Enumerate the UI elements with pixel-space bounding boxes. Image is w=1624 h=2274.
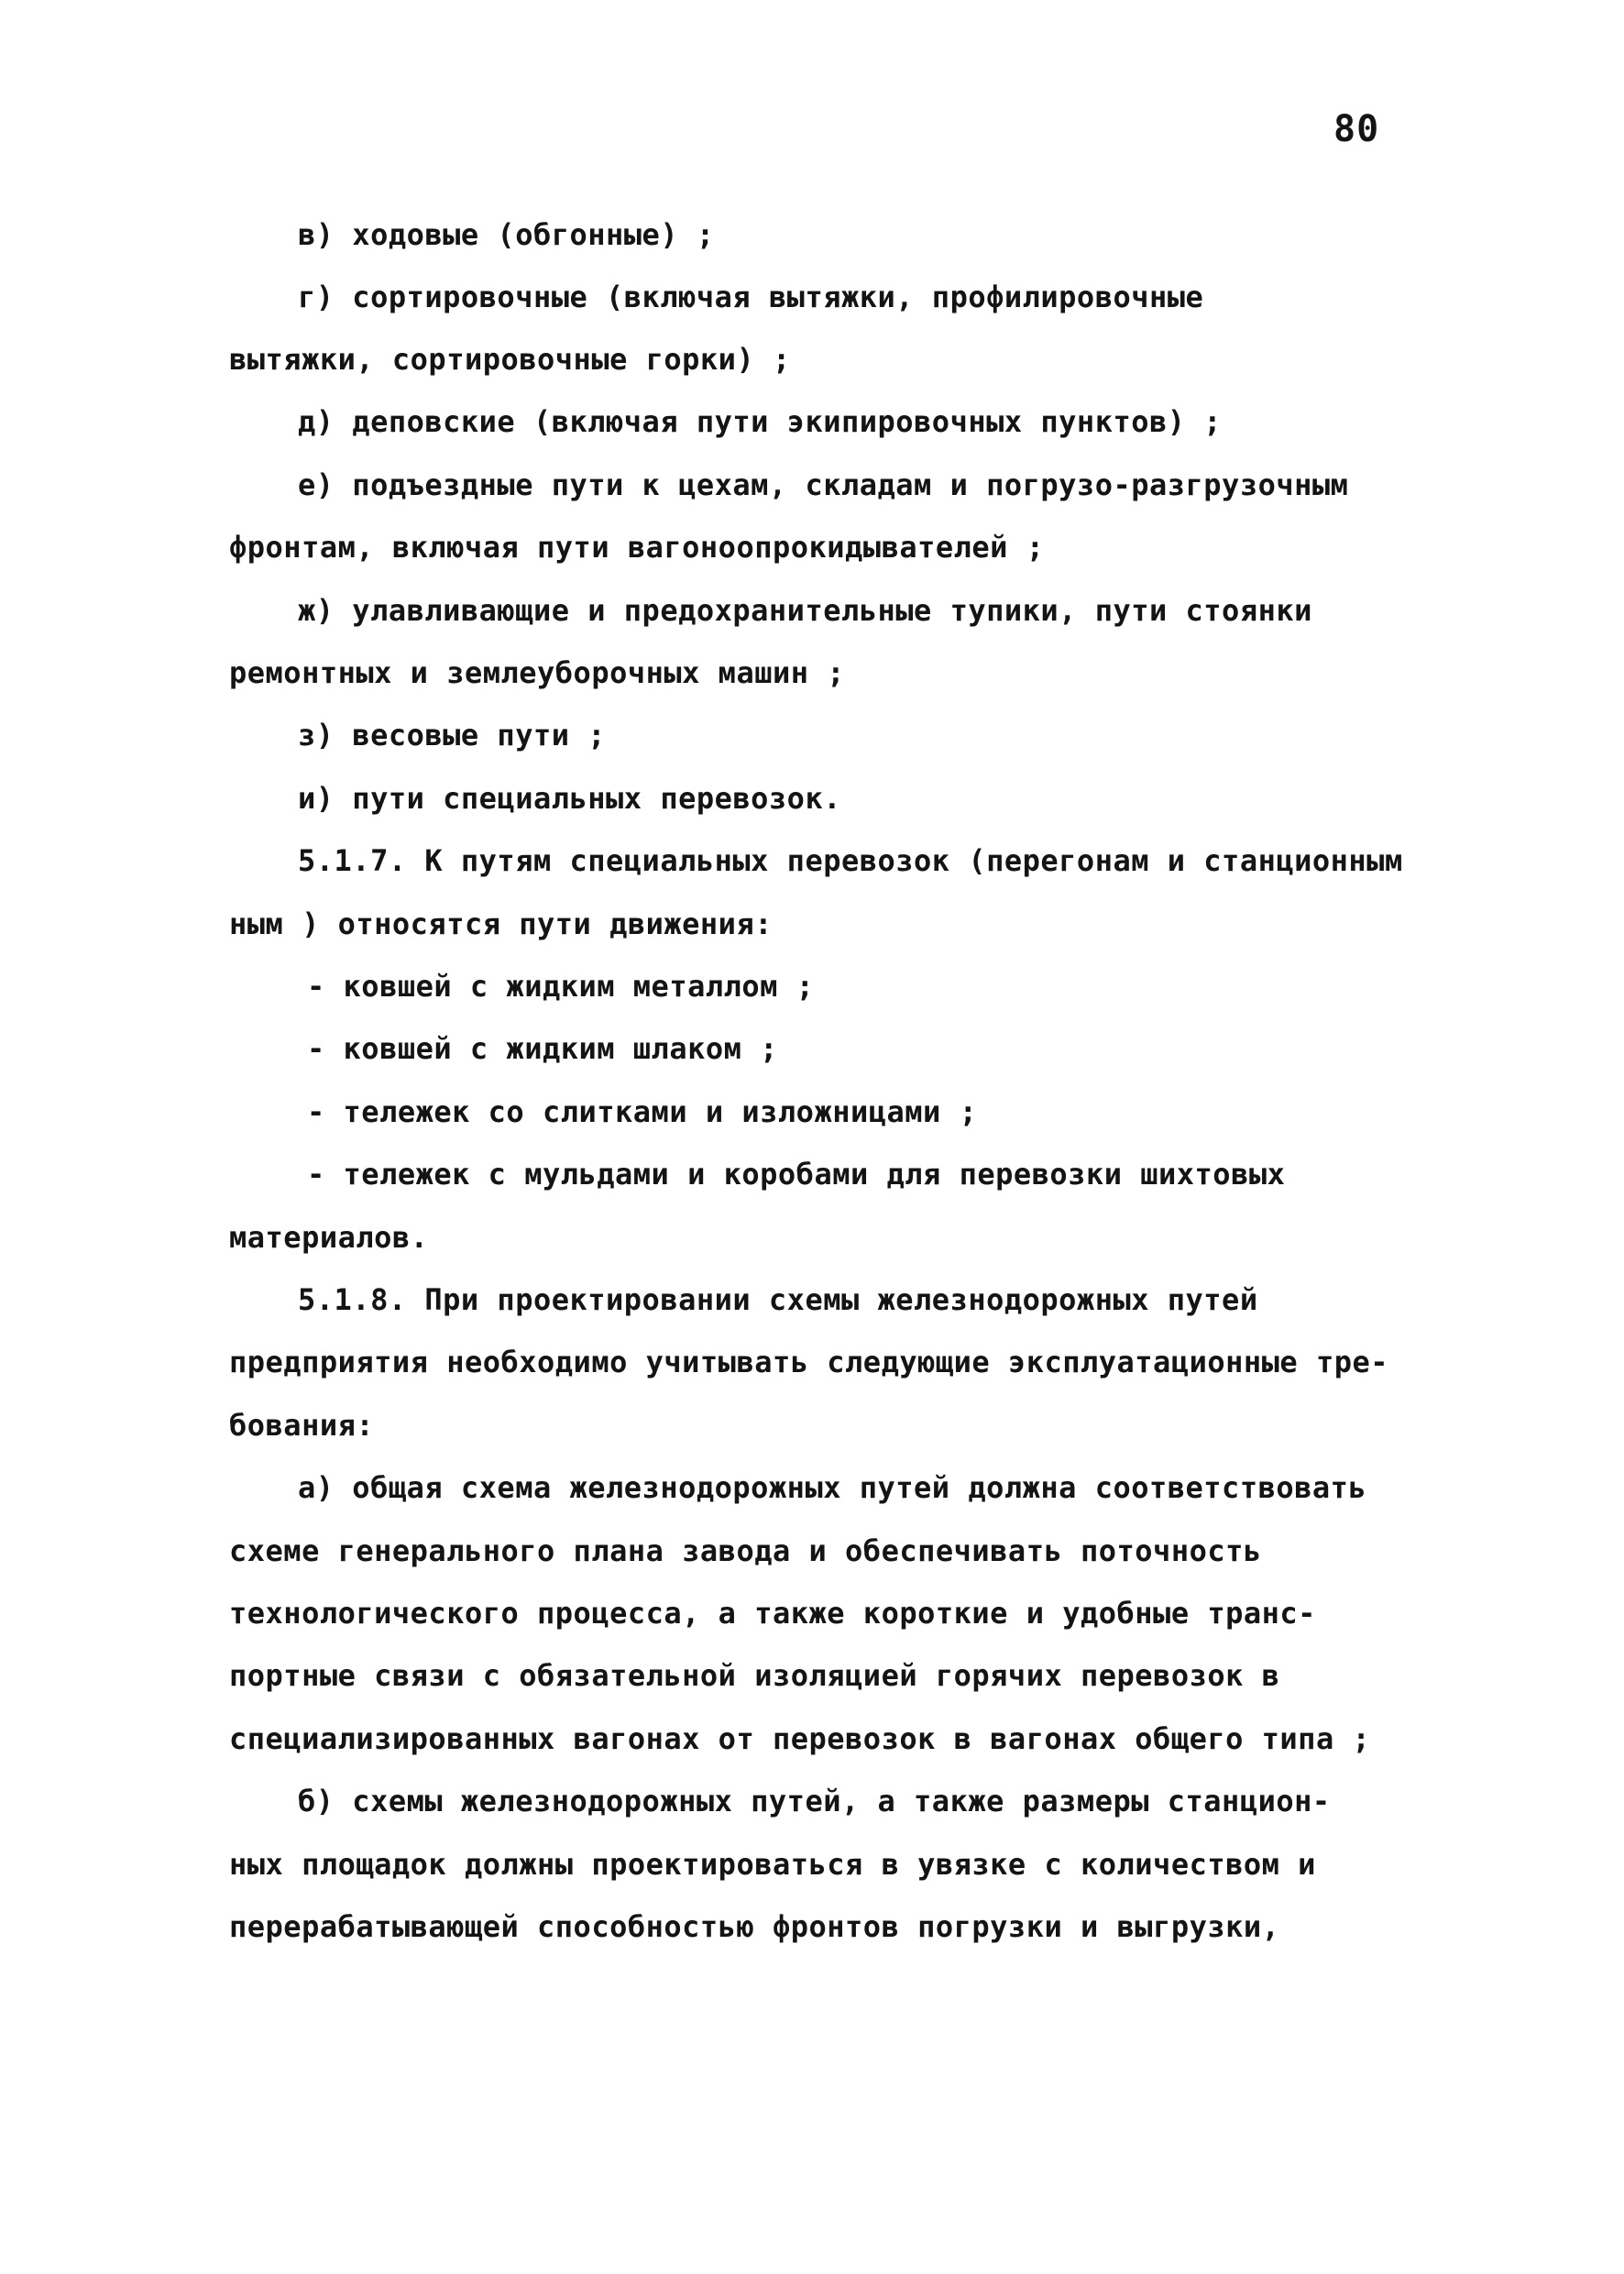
text-line-22: схеме генерального плана завода и обеспечивать поточность	[229, 1533, 1262, 1568]
text-line-7: ж) улавливающие и предохранительные тупики, пути стоянки	[298, 593, 1312, 628]
text-line-12: ным ) относятся пути движения:	[229, 906, 773, 941]
text-line-26: б) схемы железнодорожных путей, а также размеры станцион-	[298, 1784, 1331, 1818]
text-line-8: ремонтных и землеуборочных машин ;	[229, 655, 846, 690]
text-line-1: в) ходовые (обгонные) ;	[298, 217, 715, 252]
text-line-5: е) подъездные пути к цехам, складам и погрузо-разгрузочным	[298, 467, 1349, 502]
text-line-11: 5.1.7. К путям специальных перевозок (перегонам и станционным	[298, 843, 1403, 878]
text-line-18: 5.1.8. При проектировании схемы железнодорожных путей	[298, 1282, 1258, 1317]
text-line-13: - ковшей с жидким металлом ;	[307, 969, 815, 1004]
text-line-28: перерабатывающей способностью фронтов погрузки и выгрузки,	[229, 1909, 1280, 1944]
text-line-19: предприятия необходимо учитывать следующие эксплуатационные тре-	[229, 1345, 1388, 1379]
text-line-15: - тележек со слитками и изложницами ;	[307, 1094, 978, 1129]
text-line-2: г) сортировочные (включая вытяжки, профилировочные	[298, 280, 1204, 314]
text-line-24: портные связи с обязательной изоляцией горячих перевозок в	[229, 1658, 1280, 1693]
text-line-21: а) общая схема железнодорожных путей должна соответствовать	[298, 1470, 1367, 1505]
text-line-3: вытяжки, сортировочные горки) ;	[229, 342, 791, 377]
text-line-23: технологического процесса, а также короткие и удобные транс-	[229, 1596, 1316, 1631]
text-line-6: фронтам, включая пути вагоноопрокидывателей ;	[229, 530, 1045, 565]
text-line-17: материалов.	[229, 1220, 429, 1255]
text-line-9: з) весовые пути ;	[298, 718, 607, 753]
text-line-27: ных площадок должны проектироваться в увязке с количеством и	[229, 1847, 1316, 1882]
text-line-10: и) пути специальных перевозок.	[298, 781, 841, 816]
text-line-20: бования:	[229, 1408, 375, 1443]
text-line-16: - тележек с мульдами и коробами для перевозки шихтовых	[307, 1157, 1286, 1192]
page-number: 80	[1333, 108, 1380, 150]
text-line-14: - ковшей с жидким шлаком ;	[307, 1031, 778, 1066]
text-line-4: д) деповские (включая пути экипировочных пунктов) ;	[298, 404, 1223, 439]
text-line-25: специализированных вагонах от перевозок в вагонах общего типа ;	[229, 1721, 1371, 1756]
